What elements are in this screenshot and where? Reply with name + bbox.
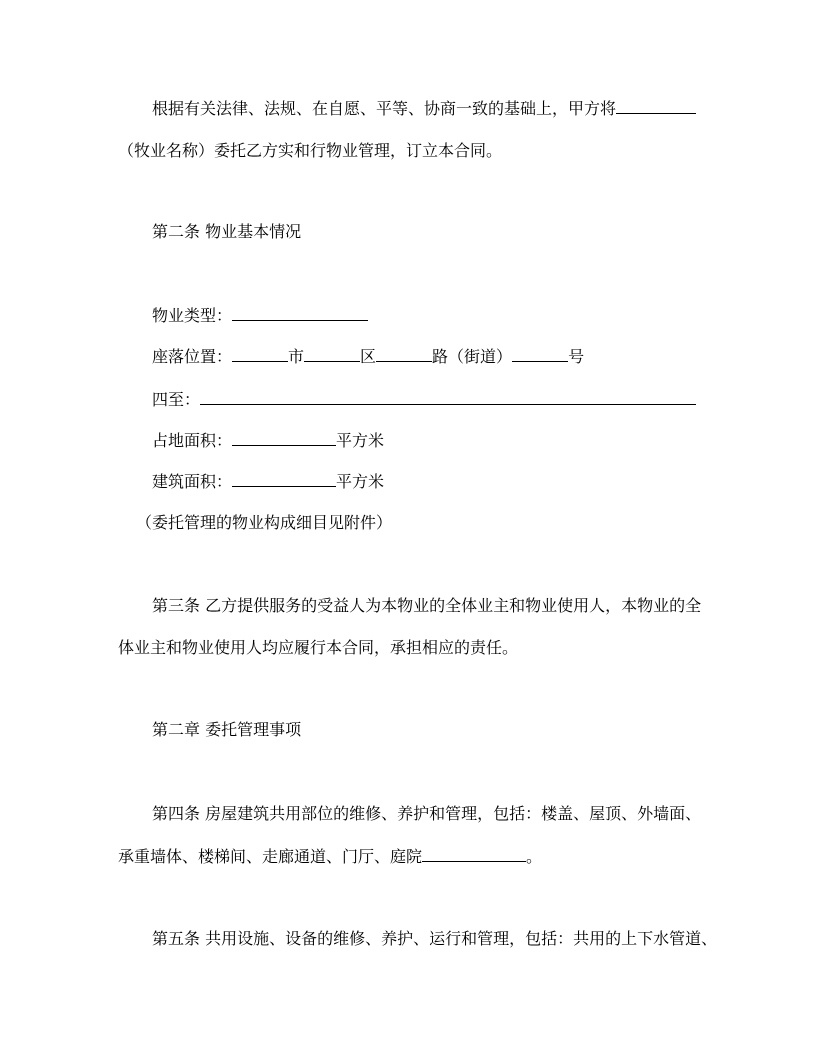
boundary-row: [152, 389, 696, 409]
chapter-2-heading: 第二章 委托管理事项: [152, 720, 302, 739]
location-label: 座落位置：: [152, 347, 233, 366]
building-area-blank[interactable]: [232, 471, 336, 487]
land-area-label: 占地面积：: [152, 431, 233, 450]
property-type-label: 物业类型：: [152, 306, 233, 325]
building-area-label: 建筑面积：: [152, 472, 233, 491]
appendix-note: （委托管理的物业构成细目见附件）: [136, 513, 393, 532]
article-4-line-2: [118, 846, 542, 866]
article-5-line-1: 第五条 共用设施、设备的维修、养护、运行和管理，包括：共用的上下水管道、: [152, 929, 718, 948]
land-area-row: [152, 430, 384, 450]
article-2-heading: 第二条 物业基本情况: [152, 222, 302, 241]
location-row: [152, 346, 584, 366]
number-blank[interactable]: [512, 346, 568, 362]
building-area-row: [152, 471, 384, 491]
building-area-unit: 平方米: [336, 472, 385, 491]
article-3-line-2: 体业主和物业使用人均应履行本合同，承担相应的责任。: [118, 638, 519, 657]
intro-line-2: [118, 141, 502, 161]
article-3-line-1: 第三条 乙方提供服务的受益人为本物业的全体业主和物业使用人，本物业的全: [152, 596, 702, 615]
intro-text-1: 根据有关法律、法规、在自愿、平等、协商一致的基础上，甲方将: [152, 99, 617, 118]
article-4-text-2: 承重墙体、楼梯间、走廊通道、门厅、庭院: [118, 847, 423, 866]
road-label: 路（街道）: [432, 347, 513, 366]
article-4-period: 。: [526, 847, 543, 866]
intro-text-2: （牧业名称）委托乙方实和行物业管理，订立本合同。: [118, 141, 503, 160]
land-area-unit: 平方米: [336, 431, 385, 450]
city-label: 市: [288, 347, 305, 366]
boundary-label: 四至：: [152, 390, 201, 409]
land-area-blank[interactable]: [232, 430, 336, 446]
property-name-blank[interactable]: [616, 98, 696, 114]
article-4-line-1: 第四条 房屋建筑共用部位的维修、养护和管理，包括：楼盖、屋顶、外墙面、: [152, 804, 702, 823]
property-type-row: [152, 305, 368, 325]
number-label: 号: [568, 347, 585, 366]
district-blank[interactable]: [304, 346, 360, 362]
district-label: 区: [360, 347, 377, 366]
road-blank[interactable]: [376, 346, 432, 362]
courtyard-blank[interactable]: [422, 846, 526, 862]
city-blank[interactable]: [232, 346, 288, 362]
intro-line-1: [152, 98, 696, 118]
property-type-blank[interactable]: [232, 305, 368, 321]
boundary-blank[interactable]: [200, 389, 696, 405]
